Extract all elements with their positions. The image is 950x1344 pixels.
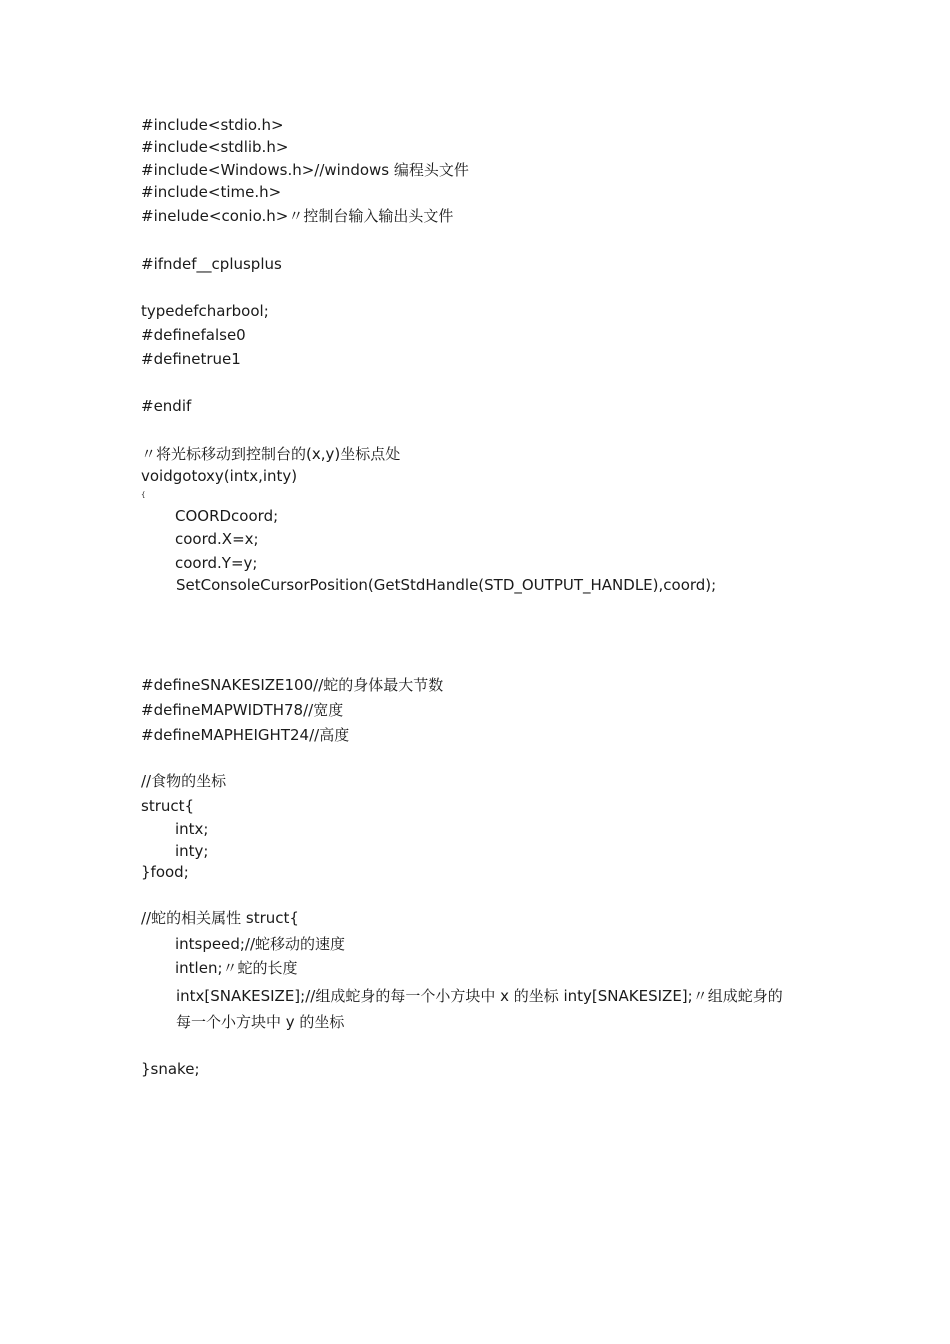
code-line: intspeed;//蛇移动的速度 <box>175 935 346 953</box>
code-line: #include<Windows.h>//windows 编程头文件 <box>141 161 469 179</box>
code-line: intx; <box>175 820 209 838</box>
code-line: voidgotoxy(intx,inty) <box>141 467 298 485</box>
code-line: }food; <box>141 863 189 881</box>
code-line: #definetrue1 <box>141 350 241 368</box>
code-line: #defineSNAKESIZE100//蛇的身体最大节数 <box>141 676 444 694</box>
code-line: struct{ <box>141 797 195 815</box>
code-line: }snake; <box>141 1060 200 1078</box>
code-line: 〃将光标移动到控制台的(x,y)坐标点处 <box>141 445 401 463</box>
code-line: 每一个小方块中 y 的坐标 <box>176 1013 345 1031</box>
code-line: #endif <box>141 397 192 415</box>
code-line: #include<time.h> <box>141 183 282 201</box>
code-line: coord.X=x; <box>175 530 259 548</box>
code-line: #ifndef__cplusplus <box>141 255 282 273</box>
code-line: #defineMAPWIDTH78//宽度 <box>141 701 344 719</box>
code-line: SetConsoleCursorPosition(GetStdHandle(STD_OUTPUT_HANDLE),coord); <box>176 576 717 594</box>
code-line: intlen;〃蛇的长度 <box>175 959 298 977</box>
code-line: #include<stdio.h> <box>141 116 284 134</box>
code-line: COORDcoord; <box>175 507 279 525</box>
code-line: #definefalse0 <box>141 326 246 344</box>
code-line: intx[SNAKESIZE];//组成蛇身的每一个小方块中 x 的坐标 inty[SNAKESIZE];〃组成蛇身的 <box>176 987 783 1005</box>
code-line: { <box>141 491 146 499</box>
code-line: #defineMAPHEIGHT24//高度 <box>141 726 350 744</box>
code-line: typedefcharbool; <box>141 302 269 320</box>
code-line: coord.Y=y; <box>175 554 258 572</box>
code-line: //食物的坐标 <box>141 772 227 790</box>
code-line: #include<stdlib.h> <box>141 138 289 156</box>
code-line: //蛇的相关属性 struct{ <box>141 909 299 927</box>
code-line: inty; <box>175 842 209 860</box>
code-line: #inelude<conio.h>〃控制台输入输出头文件 <box>141 207 454 225</box>
